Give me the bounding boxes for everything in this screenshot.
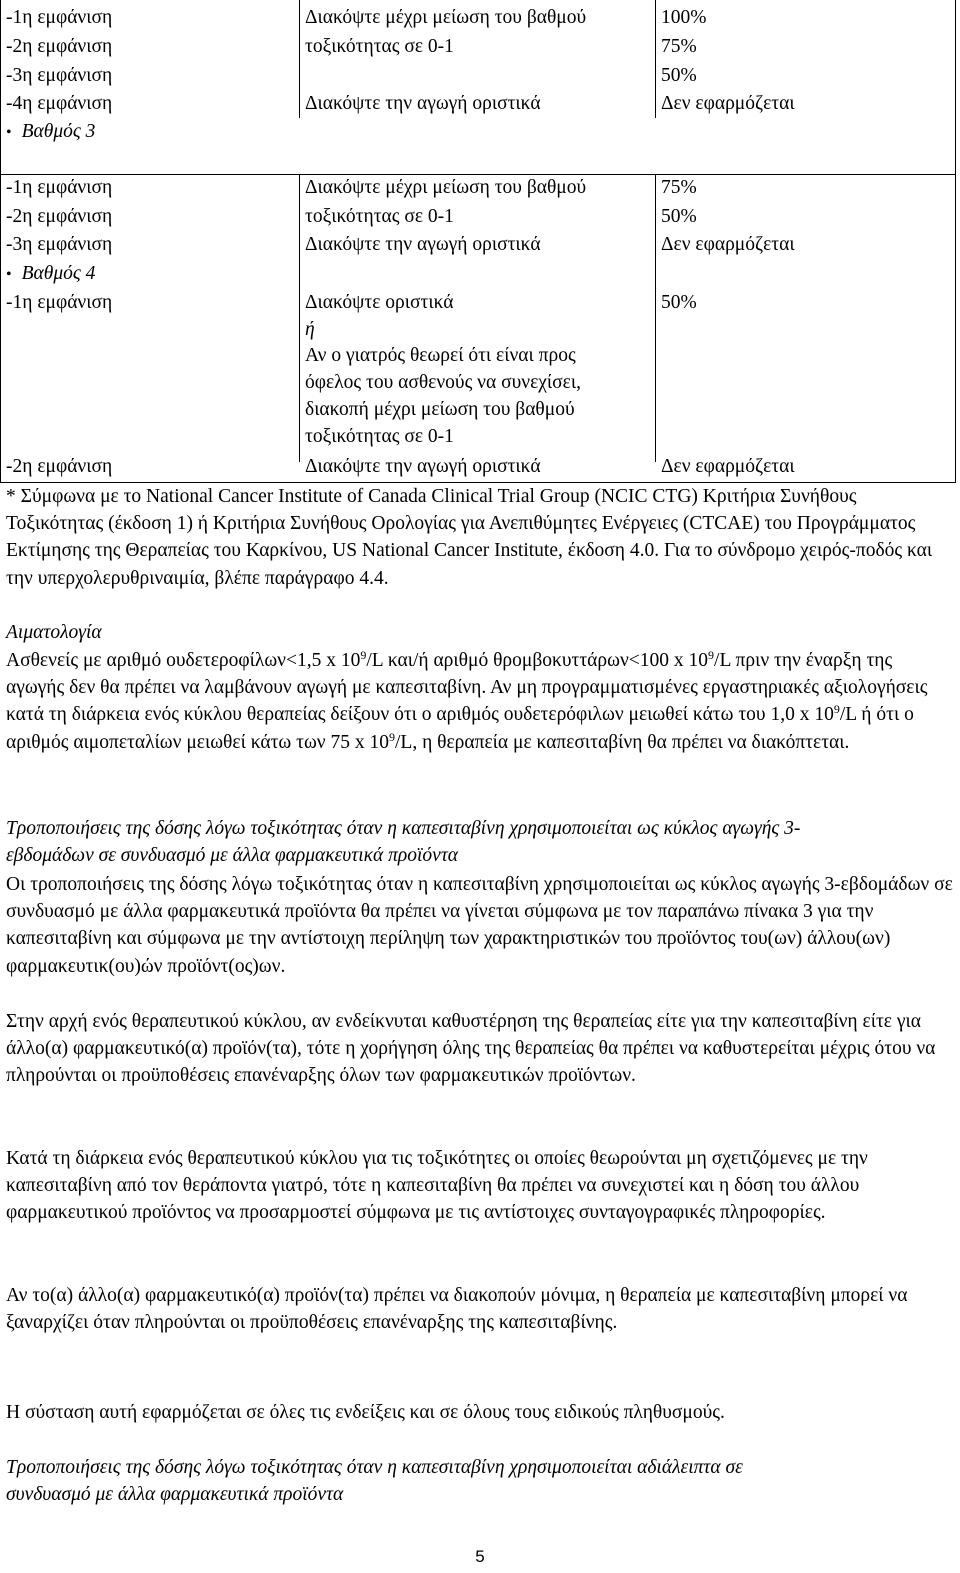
action-cell: τοξικότητας σε 0-1: [305, 36, 454, 57]
table-row: [0, 174, 956, 203]
action-line: διακοπή μέχρι μείωση του βαθμού: [305, 398, 575, 420]
section-heading: [6, 815, 954, 869]
dose-cell: 75%: [661, 36, 697, 57]
table-footnote: * Σύμφωνα με το National Cancer Institute of Canada Clinical Trial Group (NCIC CTG) Κριτήρια Συνήθους Τοξικότητας (έκδοση 1) ή Κριτήρια Συνήθους Ορολογίας για Ανεπιθύμητες Ενέργειες (CTCAE) του Προγράμματος Εκτίμησης της Θεραπείας του Καρκίνου, US National Cancer Institute, έκδοση 4.0. Για το σύνδρομο χειρός-ποδός και την υπερχολερυθριναιμία, βλέπε παράγραφο 4.4.: [6, 486, 933, 589]
heading-line: συνδυασμό με άλλα φαρμακευτικά προϊόντα: [6, 1484, 344, 1506]
dose-cell: 100%: [661, 7, 707, 28]
occurrence-cell: -1η εμφάνιση: [6, 7, 113, 28]
superscript: 9: [388, 729, 395, 744]
grade-4-heading: [0, 260, 956, 289]
grade-label: Βαθμός 3: [21, 121, 96, 142]
paragraph: Αν το(α) άλλο(α) φαρμακευτικό(α) προϊόν(τα) πρέπει να διακοπούν μόνιμα, η θεραπεία με καπεσιταβίνη μπορεί να ξαναρχίζει όταν πληρούνται οι προϋποθέσεις επανέναρξης της καπεσιταβίνης.: [6, 1285, 908, 1334]
superscript: 9: [833, 702, 840, 717]
action-cell: Διακόψτε την αγωγή οριστικά: [305, 456, 541, 477]
text-run: /L ή ότι ο αριθμός αιμοπεταλίων μειωθεί κάτω των 75 x 10: [6, 704, 914, 753]
section-heading: [6, 1454, 954, 1508]
action-cell: τοξικότητας σε 0-1: [305, 206, 454, 227]
text-run: Ασθενείς με αριθμό ουδετεροφίλων<1,5 x 10: [6, 650, 361, 671]
text-run: /L, η θεραπεία με καπεσιταβίνη θα πρέπει να διακόπτεται.: [394, 731, 850, 753]
hematology-heading: Αιματολογία: [6, 622, 102, 643]
grade-label: Βαθμός 4: [21, 263, 96, 284]
heading-line: Τροποποιήσεις της δόσης λόγω τοξικότητας όταν η καπεσιταβίνη χρησιμοποιείται αδιάλειπτα σε: [6, 1457, 743, 1478]
table-row: [0, 453, 956, 482]
superscript: 9: [360, 648, 367, 662]
heading-line: Τροποποιήσεις της δόσης λόγω τοξικότητας όταν η καπεσιταβίνη χρησιμοποιείται ως κύκλος αγωγής 3-: [6, 818, 801, 839]
table-row: [0, 203, 956, 232]
action-cell: Διακόψτε μέχρι μείωση του βαθμού: [305, 7, 587, 28]
superscript: 9: [708, 648, 715, 662]
occurrence-cell: -3η εμφάνιση: [6, 65, 113, 86]
section-body: Οι τροποποιήσεις της δόσης λόγω τοξικότητας όταν η καπεσιταβίνη χρησιμοποιείται ως κύκλος αγωγής 3-εβδομάδων σε συνδυασμό με άλλα φαρμακευτικά προϊόντα θα πρέπει να γίνεται σύμφωνα με τον παραπάνω πίνακα 3 για την καπεσιταβίνη και σύμφωνα με την αντίστοιχη περίληψη των χαρακτηριστικών του προϊόντος του(ων) άλλου(ων) φαρμακευτικ(ου)ών προϊόντ(ος)ων.: [6, 874, 953, 977]
action-cell-multiline: [305, 290, 581, 450]
occurrence-cell: -2η εμφάνιση: [6, 456, 113, 477]
dose-cell: 50%: [661, 292, 697, 313]
occurrence-cell: -1η εμφάνιση: [6, 292, 113, 313]
paragraph: Η σύσταση αυτή εφαρμόζεται σε όλες τις ενδείξεις και σε όλους τους ειδικούς πληθυσμούς.: [6, 1402, 725, 1423]
table-row: [0, 33, 956, 62]
action-line: τοξικότητας σε 0-1: [305, 425, 454, 447]
occurrence-cell: -2η εμφάνιση: [6, 206, 113, 227]
paragraph: Στην αρχή ενός θεραπευτικού κύκλου, αν ενδείκνυται καθυστέρηση της θεραπείας είτε για την καπεσιταβίνη είτε για άλλο(α) φαρμακευτικό(α) προϊόν(τα), τότε η χορήγηση όλης της θεραπείας θα πρέπει να καθυστερείται μέχρις ότου να πληρούνται οι προϋποθέσεις επανέναρξης όλων των φαρμακευτικών προϊόντων.: [6, 1011, 936, 1087]
action-cell: Διακόψτε μέχρι μείωση του βαθμού: [305, 177, 587, 198]
dose-cell: Δεν εφαρμόζεται: [661, 456, 795, 477]
heading-line: εβδομάδων σε συνδυασμό με άλλα φαρμακευτικά προϊόντα: [6, 845, 459, 867]
dose-cell: Δεν εφαρμόζεται: [661, 234, 795, 255]
dose-cell: 50%: [661, 206, 697, 227]
action-line: όφελος του ασθενούς να συνεχίσει,: [305, 372, 581, 394]
table-row: [0, 62, 956, 91]
action-cell: Διακόψτε την αγωγή οριστικά: [305, 234, 541, 255]
dose-cell: Δεν εφαρμόζεται: [661, 93, 795, 114]
page-number: 5: [475, 1547, 485, 1566]
bullet-icon: •: [6, 124, 12, 141]
grade-3-heading: [0, 118, 956, 147]
bullet-icon: •: [6, 266, 12, 283]
occurrence-cell: -2η εμφάνιση: [6, 36, 113, 57]
table-row: [0, 4, 956, 33]
table-row: [0, 231, 956, 260]
dose-cell: 75%: [661, 177, 697, 198]
action-line: Αν ο γιατρός θεωρεί ότι είναι προς: [305, 345, 576, 367]
dose-cell: 50%: [661, 65, 697, 86]
text-run: /L και/ή αριθμό θρομβοκυττάρων<100 x 10: [366, 650, 709, 671]
action-cell: Διακόψτε την αγωγή οριστικά: [305, 93, 541, 114]
paragraph: Κατά τη διάρκεια ενός θεραπευτικού κύκλου για τις τοξικότητες οι οποίες θεωρούνται μη σχετιζόμενες με την καπεσιταβίνη από τον θεράποντα γιατρό, τότε η καπεσιταβίνη θα πρέπει να συνεχιστεί και η δόση του άλλου φαρμακευτικού προϊόντος να προσαρμοστεί σύμφωνα με τις αντίστοιχες συνταγογραφικές πληροφορίες.: [6, 1148, 868, 1224]
occurrence-cell: -1η εμφάνιση: [6, 177, 113, 198]
occurrence-cell: -3η εμφάνιση: [6, 234, 113, 255]
text-run: /L πριν την έναρξη της αγωγής δεν θα πρέπει να λαμβάνουν αγωγή με καπεσιταβίνη. Αν μη προγραμματισμένες εργαστηριακές αξιολογήσεις κατά τη διάρκεια ενός κύκλου θεραπείας δείξουν ότι ο αριθμός ουδετερόφιλων μειωθεί κάτω του 1,0 x 10: [6, 650, 928, 726]
hematology-paragraph: [6, 647, 954, 756]
action-line: ή: [305, 318, 315, 340]
action-line: Διακόψτε οριστικά: [305, 292, 454, 313]
table-row: [0, 90, 956, 119]
occurrence-cell: -4η εμφάνιση: [6, 93, 113, 114]
